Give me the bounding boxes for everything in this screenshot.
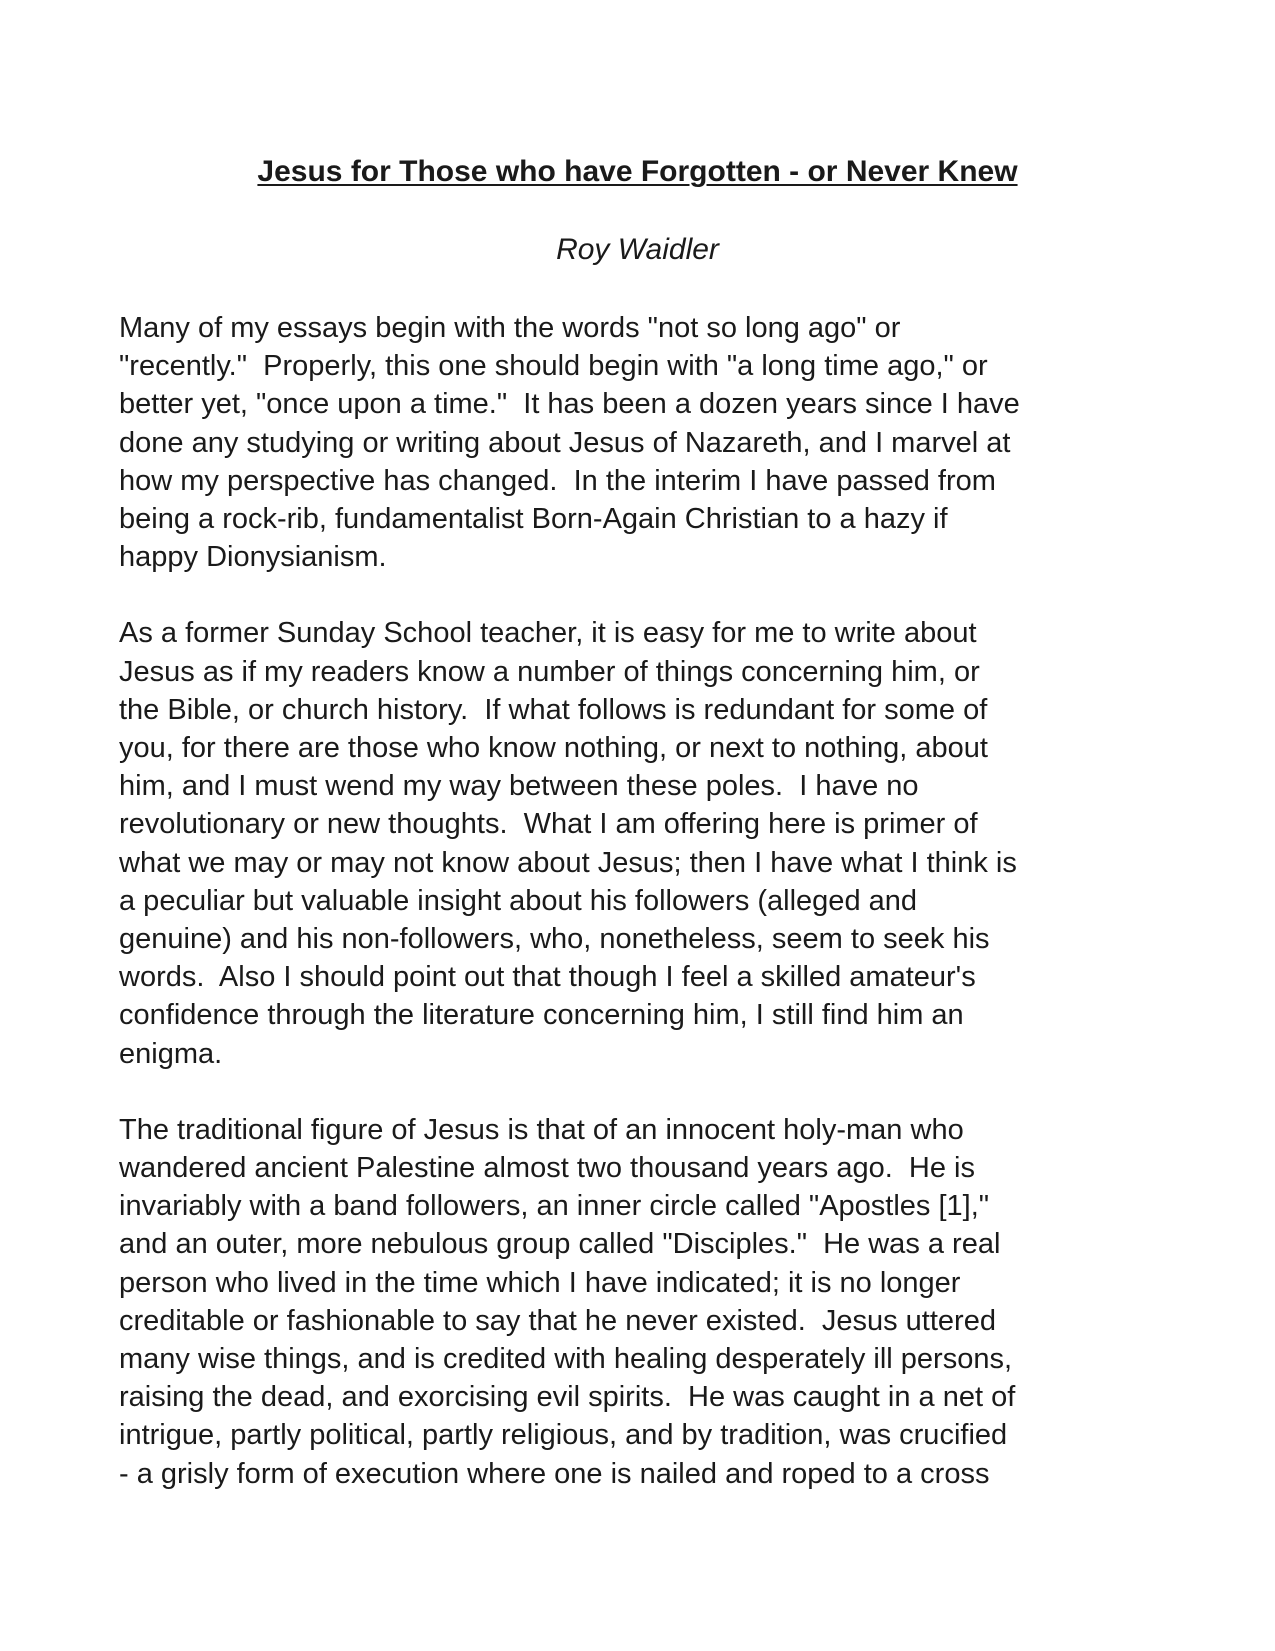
paragraph-line: - a grisly form of execution where one is nailed and roped to a cross: [119, 1457, 990, 1490]
paragraph-line: wandered ancient Palestine almost two thousand years ago. He is: [119, 1152, 975, 1185]
paragraph-line: you, for there are those who know nothing, or next to nothing, about: [119, 732, 988, 765]
paragraph-line: invariably with a band followers, an inner circle called "Apostles [1],": [119, 1190, 990, 1223]
paragraph-line: creditable or fashionable to say that he never existed. Jesus uttered: [119, 1304, 996, 1337]
paragraph-line: Many of my essays begin with the words "not so long ago" or: [119, 312, 901, 344]
paragraph-line: words. Also I should point out that though I feel a skilled amateur's: [119, 961, 976, 994]
paragraph-line: what we may or may not know about Jesus; then I have what I think is: [119, 846, 1017, 879]
paragraph-line: better yet, "once upon a time." It has been a dozen years since I have: [119, 388, 1020, 421]
document-title: [0, 154, 1275, 190]
paragraph-line: genuine) and his non-followers, who, nonetheless, seem to seek his: [119, 923, 990, 956]
paragraph-line: intrigue, partly political, partly religious, and by tradition, was crucified: [119, 1419, 1008, 1452]
paragraph-line: done any studying or writing about Jesus of Nazareth, and I marvel at: [119, 426, 1011, 459]
paragraph-line: happy Dionysianism.: [119, 541, 387, 574]
paragraph-line: being a rock-rib, fundamentalist Born-Again Christian to a hazy if: [119, 503, 948, 536]
paragraph-line: Jesus as if my readers know a number of things concerning him, or: [119, 655, 980, 688]
paragraph-line: As a former Sunday School teacher, it is easy for me to write about: [119, 617, 977, 650]
paragraph-line: confidence through the literature concerning him, I still find him an: [119, 999, 964, 1032]
paragraph-line: raising the dead, and exorcising evil spirits. He was caught in a net of: [119, 1381, 1016, 1414]
paragraph-line: many wise things, and is credited with healing desperately ill persons,: [119, 1343, 1013, 1376]
paragraph-3: [119, 1111, 1179, 1493]
paragraph-line: how my perspective has changed. In the interim I have passed from: [119, 464, 996, 497]
paragraph-2: [119, 614, 1179, 1072]
paragraph-line: him, and I must wend my way between these poles. I have no: [119, 770, 919, 803]
document-body: [119, 309, 1179, 1531]
paragraph-line: the Bible, or church history. If what follows is redundant for some of: [119, 693, 988, 726]
paragraph-line: enigma.: [119, 1037, 223, 1070]
paragraph-line: "recently." Properly, this one should begin with "a long time ago," or: [119, 350, 988, 383]
paragraph-line: and an outer, more nebulous group called "Disciples." He was a real: [119, 1228, 1001, 1261]
document-author: Roy Waidler: [556, 233, 719, 266]
paragraph-line: revolutionary or new thoughts. What I am offering here is primer of: [119, 808, 978, 841]
paragraph-line: a peculiar but valuable insight about his followers (alleged and: [119, 884, 918, 917]
document-title-text: Jesus for Those who have Forgotten - or Never Knew: [257, 155, 1018, 188]
paragraph-line: The traditional figure of Jesus is that of an innocent holy-man who: [119, 1113, 964, 1146]
paragraph-1: [119, 309, 1179, 576]
paragraph-line: person who lived in the time which I have indicated; it is no longer: [119, 1266, 961, 1299]
